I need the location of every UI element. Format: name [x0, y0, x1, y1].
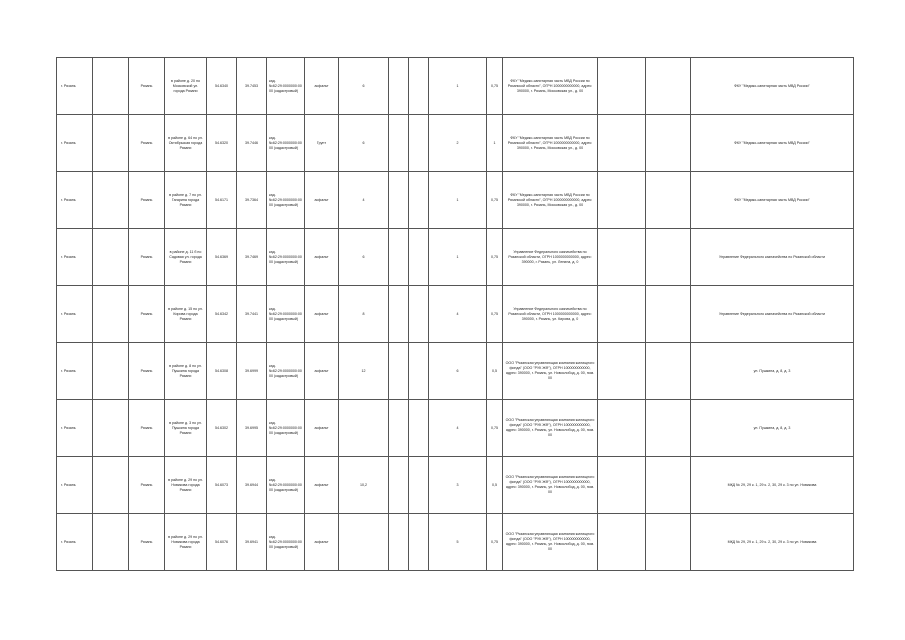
cell-city: г. Рязань: [57, 457, 93, 514]
cell-empty: [389, 229, 409, 286]
cell-longitude: 39.7469: [237, 229, 267, 286]
cell-volume: 1: [487, 115, 503, 172]
cell-city: г. Рязань: [57, 58, 93, 115]
cell-cadastral: кад.№62:29:0000000:0000 (кадастровый): [267, 514, 305, 571]
cell-city: г. Рязань: [57, 514, 93, 571]
cell-empty: [598, 286, 646, 343]
cell-area: 6: [339, 115, 389, 172]
cell-cadastral: кад.№62:29:0000000:0000 (кадастровый): [267, 457, 305, 514]
cell-area: 6: [339, 58, 389, 115]
cell-longitude: 39.6944: [237, 457, 267, 514]
cell-surface: асфальт: [305, 286, 339, 343]
cell-owner: ФКУ "Медико-санитарная часть МВД России по Рязанской области", ОГРН 1000000000000, адрес: 390000, г. Рязань, Московская ул., д. 00: [503, 172, 598, 229]
cell-area: [339, 514, 389, 571]
cell-waste-source: Управление Федерального казначейства по Рязанской области: [691, 229, 854, 286]
cell-empty: [389, 343, 409, 400]
cell-address: в районе д. 20 по Московской ул. города Рязани: [165, 58, 207, 115]
cell-latitude: 54.6076: [207, 514, 237, 571]
cell-surface: Грунт: [305, 115, 339, 172]
cell-empty: [598, 457, 646, 514]
cell-empty: [409, 286, 429, 343]
cell-empty: [409, 457, 429, 514]
cell-containers: 1: [429, 58, 487, 115]
cell-longitude: 39.6999: [237, 343, 267, 400]
cell-containers: 6: [429, 343, 487, 400]
cell-volume: 0,75: [487, 58, 503, 115]
cell-owner: ООО "Рязанская управляющая компания жилищного фонда" (ООО "РУК ЖФ"), ОГРН 1000000000000, адрес: 390000, г. Рязань, ул. Новослобод, д. 00, пом. 00: [503, 514, 598, 571]
cell-containers: 1: [429, 172, 487, 229]
cell-waste-source: ФКУ "Медико-санитарная часть МВД России": [691, 115, 854, 172]
cell-containers: 1: [429, 229, 487, 286]
cell-empty: [409, 58, 429, 115]
cell-address: в районе д. 8 по ул. Пушкина города Рязани: [165, 343, 207, 400]
cell-surface: асфальт: [305, 172, 339, 229]
cell-empty: [389, 400, 409, 457]
cell-waste-source: ул. Пушкина, д. 8, д. 3: [691, 400, 854, 457]
cell-latitude: 54.6171: [207, 172, 237, 229]
cell-waste-source: ФКУ "Медико-санитарная часть МВД России": [691, 58, 854, 115]
cell-empty: [389, 115, 409, 172]
cell-latitude: 54.6320: [207, 115, 237, 172]
cell-longitude: 39.6995: [237, 400, 267, 457]
cell-volume: 0,75: [487, 400, 503, 457]
cell-address: в районе д. 15 по ул. Кирова города Рязани: [165, 286, 207, 343]
cell-empty: [93, 286, 129, 343]
cell-empty: [93, 457, 129, 514]
cell-containers: 5: [429, 514, 487, 571]
cell-volume: 0,75: [487, 229, 503, 286]
registry-rows: [57, 58, 854, 571]
table-row: [57, 58, 854, 115]
table-row: [57, 172, 854, 229]
cell-empty: [93, 229, 129, 286]
cell-volume: 0,75: [487, 514, 503, 571]
cell-cadastral: кад.№62:29:0000000:0000 (кадастровый): [267, 172, 305, 229]
cell-empty: [93, 58, 129, 115]
cell-empty: [409, 229, 429, 286]
table-row: [57, 400, 854, 457]
cell-empty: [93, 400, 129, 457]
cell-surface: асфальт: [305, 229, 339, 286]
cell-owner: Управление Федерального казначейства по Рязанской области, ОГРН 1000000000000, адрес: 390000, г. Рязань, ул. Кирова, д. 0: [503, 286, 598, 343]
cell-empty: [598, 400, 646, 457]
cell-empty: [598, 58, 646, 115]
cell-area: 6: [339, 229, 389, 286]
cell-cadastral: кад.№62:29:0000000:0000 (кадастровый): [267, 400, 305, 457]
cell-longitude: 39.7441: [237, 286, 267, 343]
cell-empty: [646, 514, 691, 571]
cell-empty: [93, 115, 129, 172]
registry-table: [56, 57, 854, 571]
cell-empty: [409, 514, 429, 571]
cell-volume: 0,5: [487, 457, 503, 514]
cell-containers: 4: [429, 286, 487, 343]
cell-region: Рязань: [129, 229, 165, 286]
cell-empty: [646, 457, 691, 514]
table-row: [57, 457, 854, 514]
cell-area: 8: [339, 286, 389, 343]
cell-region: Рязань: [129, 172, 165, 229]
cell-latitude: 54.6073: [207, 457, 237, 514]
cell-empty: [409, 115, 429, 172]
table-row: [57, 229, 854, 286]
cell-empty: [598, 343, 646, 400]
cell-surface: асфальт: [305, 514, 339, 571]
cell-empty: [598, 514, 646, 571]
cell-containers: 2: [429, 115, 487, 172]
cell-region: Рязань: [129, 400, 165, 457]
cell-region: Рязань: [129, 343, 165, 400]
cell-empty: [409, 343, 429, 400]
cell-waste-source: ФКУ "Медико-санитарная часть МВД России": [691, 172, 854, 229]
cell-empty: [598, 172, 646, 229]
cell-cadastral: кад.№62:29:0000000:0000 (кадастровый): [267, 229, 305, 286]
cell-city: г. Рязань: [57, 229, 93, 286]
cell-waste-source: Управление Федерального казначейства по Рязанской области: [691, 286, 854, 343]
cell-owner: ООО "Рязанская управляющая компания жилищного фонда" (ООО "РУК ЖФ"), ОГРН 1000000000000, адрес: 390000, г. Рязань, ул. Новослобод, д. 00, пом. 00: [503, 457, 598, 514]
cell-empty: [646, 286, 691, 343]
cell-address: в районе д. 29 по ул. Новикова города Рязани: [165, 457, 207, 514]
cell-owner: ФКУ "Медико-санитарная часть МВД России по Рязанской области", ОГРН 1000000000000, адрес: 390000, г. Рязань, Московская ул., д. 00: [503, 58, 598, 115]
table-row: [57, 514, 854, 571]
cell-empty: [389, 172, 409, 229]
cell-volume: 0,75: [487, 286, 503, 343]
cell-waste-source: МКД № 29, 29 к. 1, 29 к. 2, 30, 29 к. 3 по ул. Новикова: [691, 457, 854, 514]
cell-address: в районе д. 7 по ул. Гагарина города Рязани: [165, 172, 207, 229]
cell-owner: Управление Федерального казначейства по Рязанской области, ОГРН 1000000000000, адрес: 390000, г. Рязань, ул. Ленина, д. 0: [503, 229, 598, 286]
cell-cadastral: кад.№62:29:0000000:0000 (кадастровый): [267, 343, 305, 400]
cell-empty: [389, 514, 409, 571]
cell-latitude: 54.6302: [207, 400, 237, 457]
cell-surface: асфальт: [305, 457, 339, 514]
registry-sheet: [56, 57, 853, 571]
cell-region: Рязань: [129, 286, 165, 343]
cell-empty: [598, 229, 646, 286]
cell-longitude: 39.7453: [237, 58, 267, 115]
cell-latitude: 54.6369: [207, 229, 237, 286]
cell-city: г. Рязань: [57, 286, 93, 343]
cell-empty: [409, 172, 429, 229]
cell-empty: [389, 286, 409, 343]
cell-longitude: 39.7364: [237, 172, 267, 229]
cell-longitude: 39.7446: [237, 115, 267, 172]
cell-owner: ООО "Рязанская управляющая компания жилищного фонда" (ООО "РУК ЖФ"), ОГРН 1000000000000, адрес: 390000, г. Рязань, ул. Новослобод, д. 00, пом. 00: [503, 343, 598, 400]
cell-region: Рязань: [129, 58, 165, 115]
cell-latitude: 54.6308: [207, 343, 237, 400]
cell-region: Рязань: [129, 457, 165, 514]
cell-address: в районе д. 11 б по Садовая ул. города Рязани: [165, 229, 207, 286]
cell-empty: [93, 172, 129, 229]
cell-empty: [598, 115, 646, 172]
cell-cadastral: кад.№62:29:0000000:0000 (кадастровый): [267, 286, 305, 343]
cell-city: г. Рязань: [57, 115, 93, 172]
cell-area: 4: [339, 172, 389, 229]
cell-empty: [646, 115, 691, 172]
cell-cadastral: кад.№62:29:0000000:0000 (кадастровый): [267, 58, 305, 115]
cell-empty: [646, 400, 691, 457]
cell-surface: асфальт: [305, 400, 339, 457]
cell-waste-source: ул. Пушкина, д. 8, д. 3: [691, 343, 854, 400]
cell-city: г. Рязань: [57, 400, 93, 457]
cell-volume: 0,75: [487, 172, 503, 229]
cell-area: 12: [339, 343, 389, 400]
cell-city: г. Рязань: [57, 343, 93, 400]
cell-latitude: 54.6340: [207, 58, 237, 115]
cell-area: 10,2: [339, 457, 389, 514]
table-row: [57, 115, 854, 172]
cell-empty: [93, 343, 129, 400]
table-row: [57, 343, 854, 400]
cell-owner: ФКУ "Медико-санитарная часть МВД России по Рязанской области", ОГРН 1000000000000, адрес: 390000, г. Рязань, Московская ул., д. 00: [503, 115, 598, 172]
cell-longitude: 39.6941: [237, 514, 267, 571]
cell-empty: [389, 58, 409, 115]
cell-empty: [646, 343, 691, 400]
cell-empty: [646, 229, 691, 286]
cell-latitude: 54.6342: [207, 286, 237, 343]
cell-surface: асфальт: [305, 58, 339, 115]
cell-empty: [646, 58, 691, 115]
cell-empty: [389, 457, 409, 514]
cell-region: Рязань: [129, 514, 165, 571]
cell-address: в районе д. 64 по ул. Октябрьская города Рязани: [165, 115, 207, 172]
cell-city: г. Рязань: [57, 172, 93, 229]
cell-region: Рязань: [129, 115, 165, 172]
cell-empty: [409, 400, 429, 457]
cell-address: в районе д. 3 по ул. Пушкина города Рязани: [165, 400, 207, 457]
cell-area: [339, 400, 389, 457]
cell-volume: 0,5: [487, 343, 503, 400]
cell-address: в районе д. 29 по ул. Новикова города Рязани: [165, 514, 207, 571]
cell-waste-source: МКД № 29, 29 к. 1, 29 к. 2, 30, 29 к. 3 по ул. Новикова: [691, 514, 854, 571]
cell-empty: [646, 172, 691, 229]
cell-containers: 4: [429, 400, 487, 457]
cell-containers: 3: [429, 457, 487, 514]
cell-empty: [93, 514, 129, 571]
cell-surface: асфальт: [305, 343, 339, 400]
cell-owner: ООО "Рязанская управляющая компания жилищного фонда" (ООО "РУК ЖФ"), ОГРН 1000000000000, адрес: 390000, г. Рязань, ул. Новослобод, д. 00, пом. 00: [503, 400, 598, 457]
cell-cadastral: кад.№62:29:0000000:0000 (кадастровый): [267, 115, 305, 172]
table-row: [57, 286, 854, 343]
